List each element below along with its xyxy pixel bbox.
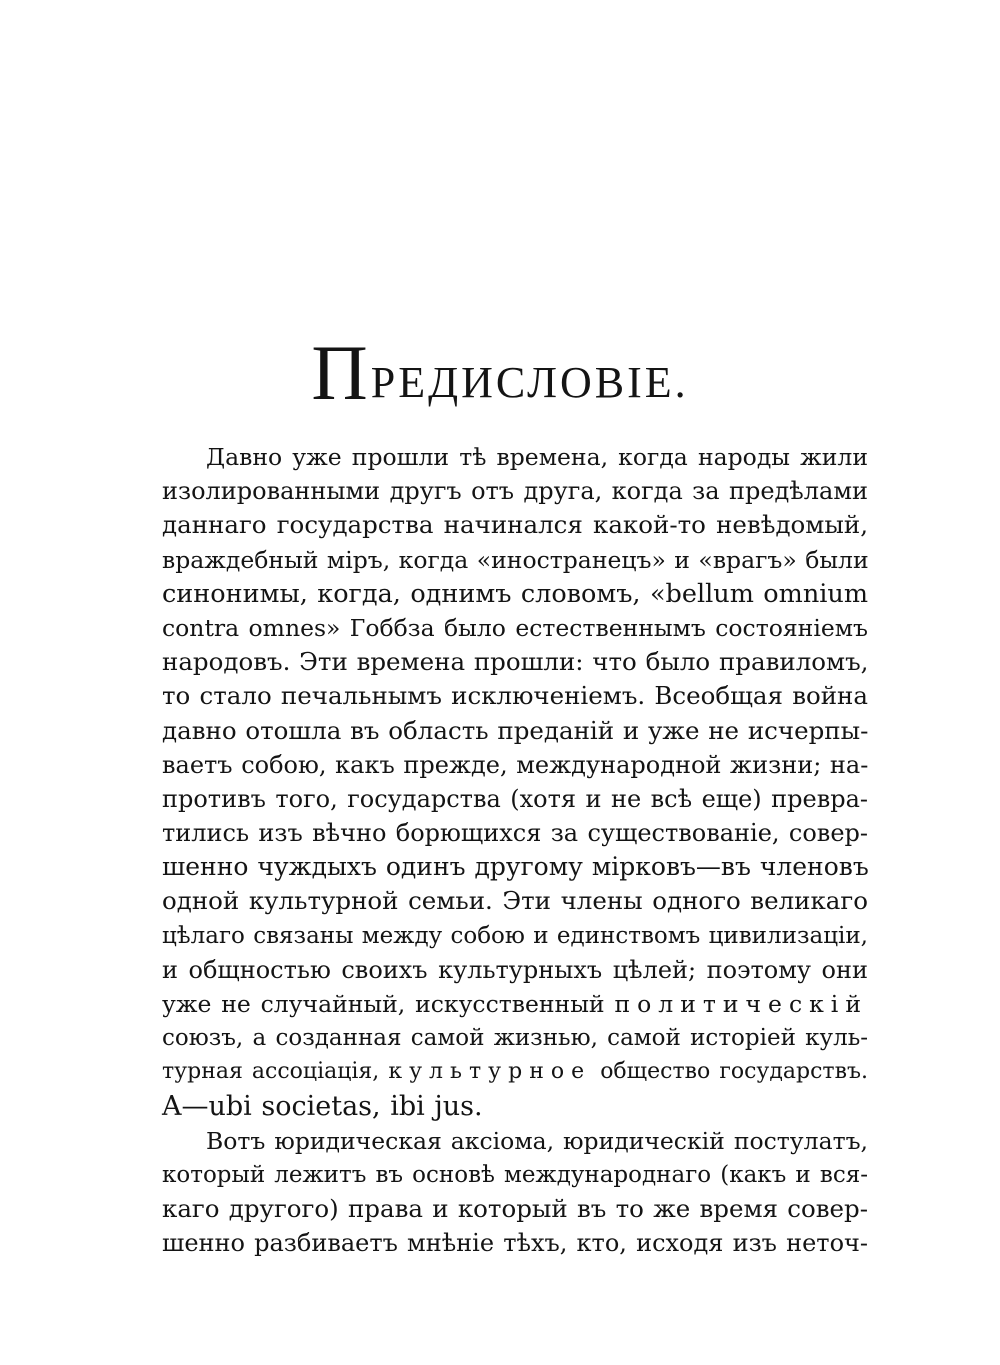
text-line: изолированными другъ отъ друга, когда за предѣлами <box>162 477 868 506</box>
text-segment: турная ассоціація, <box>162 1059 380 1085</box>
text-line: давно отошла въ область преданій и уже не исчерпы- <box>162 715 869 745</box>
text-line: даннаго государства начинался какой-то невѣдомый, <box>162 510 868 540</box>
text-line: шенно чуждыхъ одинъ другому мірковъ—въ членовъ <box>162 852 869 882</box>
text-line: который лежитъ въ основѣ международнаго (какъ и вся- <box>162 1161 868 1188</box>
spaced-emphasis-word: культурное <box>388 1059 592 1085</box>
paragraph-2 <box>162 1124 868 1261</box>
text-segment: общество государствъ. <box>600 1059 868 1085</box>
text-line: и общностью своихъ культурныхъ цѣлей; поэтому они <box>162 955 868 984</box>
body-text <box>162 440 868 1261</box>
text-line: Давно уже прошли тѣ времена, когда народы жили <box>206 443 868 471</box>
text-line: синонимы, когда, однимъ словомъ, «bellum omnium <box>162 578 868 609</box>
text-line: A—ubi societas, ibi jus. <box>162 1090 483 1122</box>
text-line: каго другого) права и который въ то же время совер- <box>162 1194 868 1224</box>
text-line: союзъ, а созданная самой жизнью, самой исторіей куль- <box>162 1025 868 1052</box>
text-line <box>162 987 868 1021</box>
text-line: цѣлаго связаны между собою и единствомъ цивилизаціи, <box>162 922 868 949</box>
text-line <box>162 1055 868 1089</box>
spaced-emphasis-word: политическій <box>614 990 868 1018</box>
text-line: одной культурной семьи. Эти члены одного великаго <box>162 886 868 916</box>
text-line: contra omnes» Гоббза было естественнымъ состояніемъ <box>162 613 868 642</box>
text-segment: уже не случайный, искусственный <box>162 990 605 1018</box>
text-line: противъ того, государства (хотя и не всѣ еще) превра- <box>162 784 868 813</box>
title-initial-letter: П <box>311 329 371 416</box>
text-line: враждебный міръ, когда «иностранецъ» и «врагъ» были <box>162 545 869 574</box>
text-line: шенно разбиваетъ мнѣніе тѣхъ, кто, исходя изъ неточ- <box>162 1229 868 1258</box>
text-line: Вотъ юридическая аксіома, юридическій постулатъ, <box>206 1126 868 1155</box>
paragraph-1 <box>162 440 868 1124</box>
text-line: народовъ. Эти времена прошли: что было правиломъ, <box>162 647 869 677</box>
text-line: ваетъ собою, какъ прежде, международной жизни; на- <box>162 750 869 779</box>
text-line: то стало печальнымъ исключеніемъ. Всеобщая война <box>162 681 868 711</box>
page-title <box>0 329 1000 423</box>
text-line: тились изъ вѣчно борющихся за существованіе, совер- <box>162 819 868 848</box>
title-rest: РЕДИСЛОВІЕ. <box>370 358 689 407</box>
